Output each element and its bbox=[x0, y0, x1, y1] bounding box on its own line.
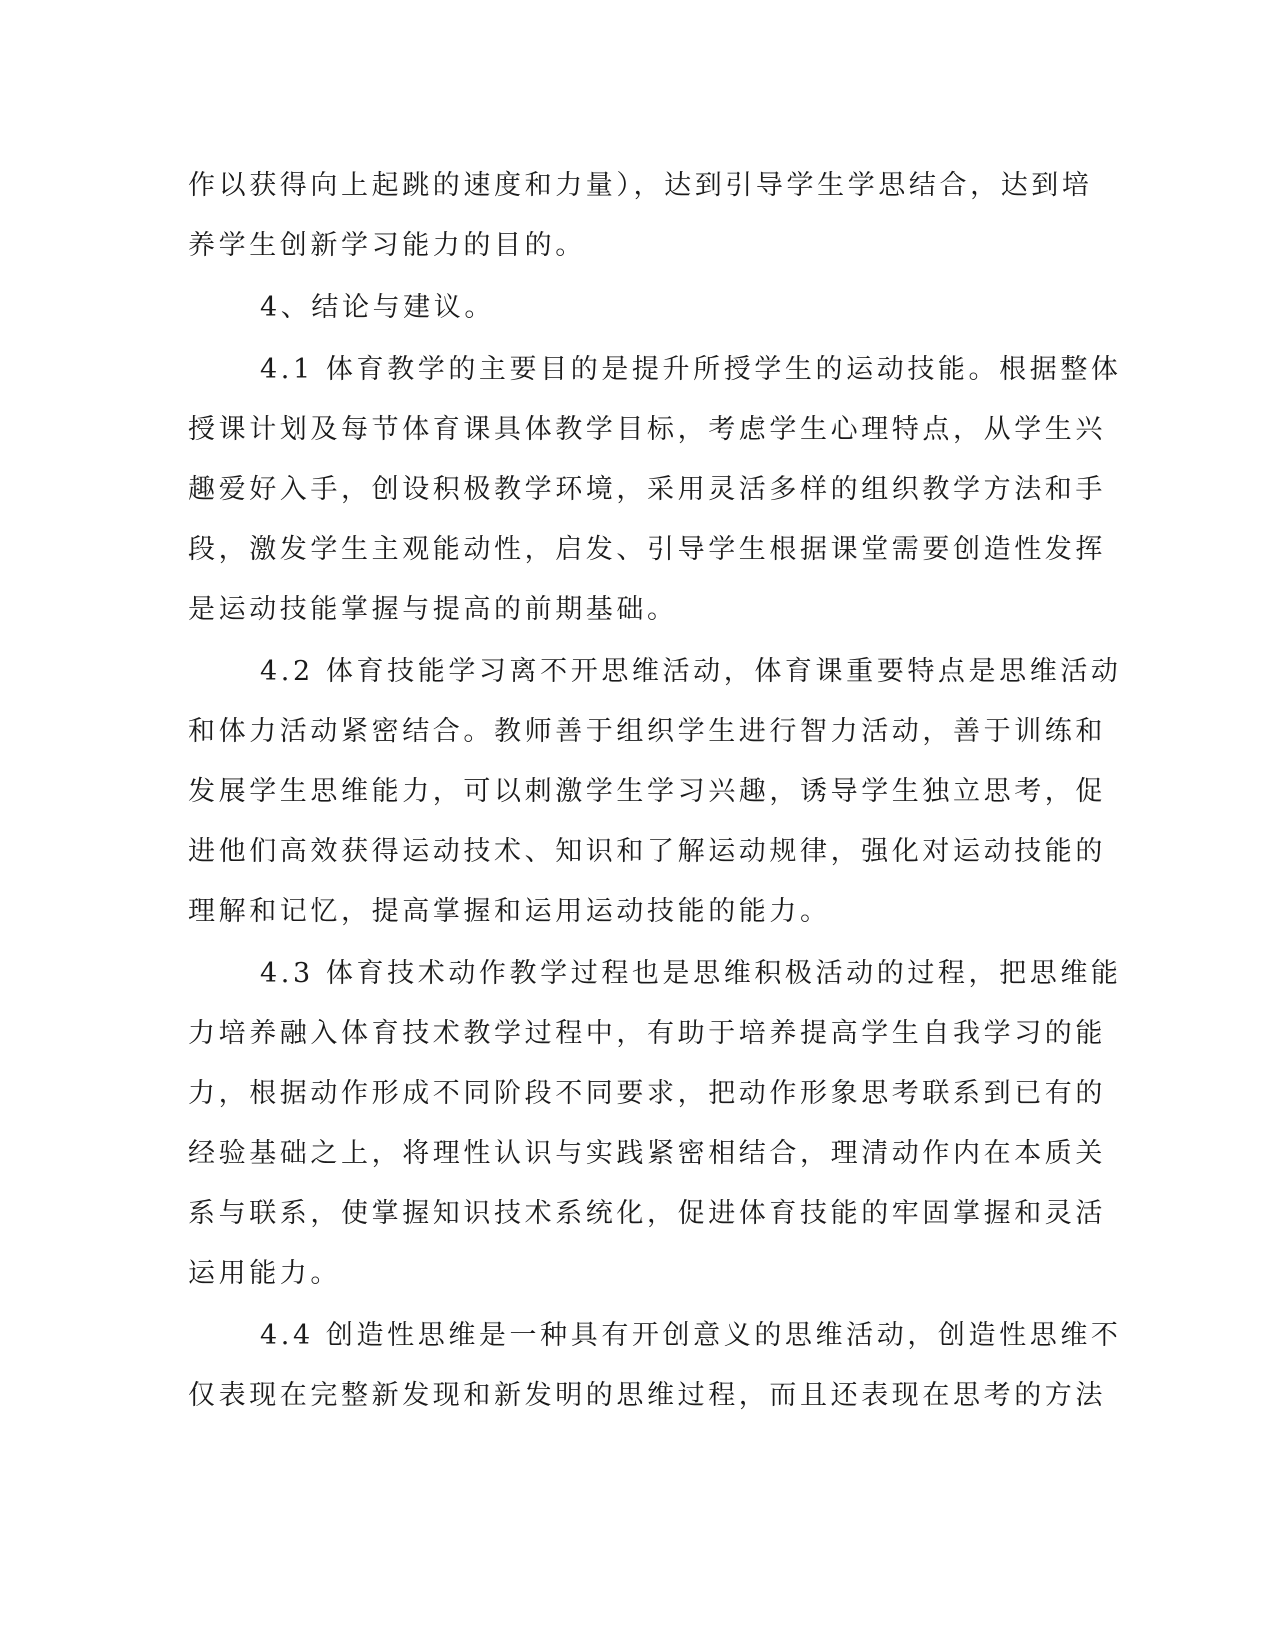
text-line: 运用能力。 bbox=[188, 1258, 341, 1289]
text-line: 授课计划及每节体育课具体教学目标，考虑学生心理特点，从学生兴 bbox=[188, 414, 1106, 445]
text-line: 系与联系，使掌握知识技术系统化，促进体育技能的牢固掌握和灵活 bbox=[188, 1198, 1106, 1229]
text-line: 段，激发学生主观能动性，启发、引导学生根据课堂需要创造性发挥 bbox=[188, 534, 1106, 565]
text-line: 经验基础之上，将理性认识与实践紧密相结合，理清动作内在本质关 bbox=[188, 1138, 1106, 1169]
text-line: 养学生创新学习能力的目的。 bbox=[188, 230, 586, 261]
text-line: 趣爱好入手，创设积极教学环境，采用灵活多样的组织教学方法和手 bbox=[188, 474, 1106, 505]
text-line: 发展学生思维能力，可以刺激学生学习兴趣，诱导学生独立思考，促 bbox=[188, 776, 1106, 807]
text-line: 和体力活动紧密结合。教师善于组织学生进行智力活动，善于训练和 bbox=[188, 716, 1106, 747]
text-line: 仅表现在完整新发现和新发明的思维过程，而且还表现在思考的方法 bbox=[188, 1380, 1106, 1411]
text-line: 4.3 体育技术动作教学过程也是思维积极活动的过程，把思维能 bbox=[260, 958, 1122, 989]
text-line: 4.4 创造性思维是一种具有开创意义的思维活动，创造性思维不 bbox=[260, 1320, 1122, 1351]
text-line: 4.2 体育技能学习离不开思维活动，体育课重要特点是思维活动 bbox=[260, 656, 1122, 687]
text-line: 理解和记忆，提高掌握和运用运动技能的能力。 bbox=[188, 896, 831, 927]
text-line: 进他们高效获得运动技术、知识和了解运动规律，强化对运动技能的 bbox=[188, 836, 1106, 867]
text-line: 作以获得向上起跳的速度和力量），达到引导学生学思结合，达到培 bbox=[188, 170, 1093, 201]
text-line: 4.1 体育教学的主要目的是提升所授学生的运动技能。根据整体 bbox=[260, 354, 1122, 385]
text-line: 力培养融入体育技术教学过程中，有助于培养提高学生自我学习的能 bbox=[188, 1018, 1106, 1049]
text-line: 是运动技能掌握与提高的前期基础。 bbox=[188, 594, 678, 625]
text-line: 力，根据动作形成不同阶段不同要求，把动作形象思考联系到已有的 bbox=[188, 1078, 1106, 1109]
section-heading: 4、结论与建议。 bbox=[260, 292, 495, 323]
